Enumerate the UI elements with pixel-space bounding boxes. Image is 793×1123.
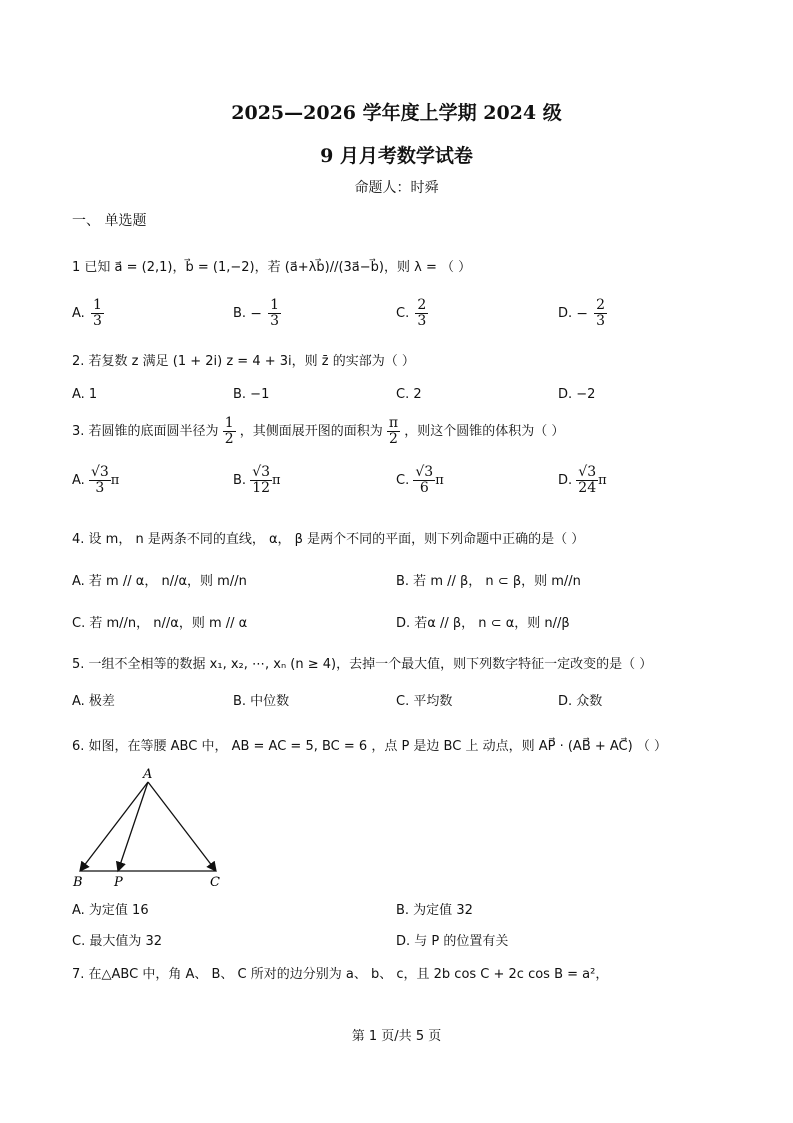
vector-ab [80, 782, 148, 871]
question-2-text: 2. 若复数 z 满足 (1 + 2i) z = 4 + 3i，则 z̄ 的实部为（ ） [72, 354, 415, 369]
question-6-text: 6. 如图，在等腰 ABC 中， AB = AC = 5, BC = 6 ，点 P 是边 BC 上 动点，则 AP⃗ · (AB⃗ + AC⃗) （ ） [72, 739, 667, 754]
q5-option-c[interactable]: C. 平均数 [396, 694, 453, 709]
question-1-number: 1 [72, 260, 81, 275]
vector-ac [148, 782, 216, 871]
q2-option-b[interactable]: B. −1 [233, 387, 270, 402]
fraction: $\frac{2}{3}$ [596, 297, 606, 329]
question-1 [72, 256, 471, 275]
fraction: $\frac{√3}{12}$ [252, 464, 271, 496]
fraction: $\frac{√3}{24}$ [578, 464, 597, 496]
exam-subtitle: 9 月月考数学试卷 [320, 145, 473, 167]
fraction: $\frac{√3}{6}$ [415, 464, 434, 496]
question-4-text: 4. 设 m， n 是两条不同的直线， α， β 是两个不同的平面，则下列命题中正确的是（ ） [72, 532, 585, 547]
q4-option-a[interactable]: A. 若 m // α， n//α，则 m//n [72, 574, 247, 589]
label-a: A [143, 767, 153, 782]
q6-option-b[interactable]: B. 为定值 32 [396, 903, 473, 918]
q1-option-b[interactable]: B. − $\frac{1}{3}$ [233, 297, 279, 329]
q1-option-c[interactable]: C. $\frac{2}{3}$ [396, 297, 427, 329]
q3-option-a[interactable]: A. $\frac{√3}{3}$ π [72, 464, 120, 496]
fraction: $\frac{1}{2}$ [224, 415, 234, 447]
label-b: B [73, 875, 83, 890]
fraction: $\frac{\pi}{2}$ [388, 415, 399, 447]
q6-option-a[interactable]: A. 为定值 16 [72, 903, 149, 918]
question-1-text: 已知 a⃗ = (2,1)，b⃗ = (1,−2)，若 (a⃗+λb⃗)//(3a⃗−b⃗)，则 λ = （ ） [84, 260, 472, 275]
q2-option-d[interactable]: D. −2 [558, 387, 596, 402]
q5-option-b[interactable]: B. 中位数 [233, 694, 290, 709]
q4-option-c[interactable]: C. 若 m//n， n//α，则 m // α [72, 616, 248, 631]
q3-option-c[interactable]: C. $\frac{√3}{6}$ π [396, 464, 444, 496]
vector-ap [118, 782, 148, 871]
page-footer: 第 1 页/共 5 页 [351, 1029, 442, 1044]
q5-option-d[interactable]: D. 众数 [558, 694, 603, 709]
triangle-figure [70, 765, 230, 890]
q2-option-a[interactable]: A. 1 [72, 387, 98, 402]
section-heading: 一、 单选题 [72, 213, 147, 229]
q1-option-a[interactable]: A. $\frac{1}{3}$ [72, 297, 102, 329]
fraction: $\frac{1}{3}$ [92, 297, 102, 329]
question-3: 3. 若圆锥的底面圆半径为 $\frac{1}{2}$ ，其侧面展开图的面积为 $\frac{\pi}{2}$ ，则这个圆锥的体积为（ ） [72, 415, 565, 447]
q5-option-a[interactable]: A. 极差 [72, 694, 115, 709]
fraction: $\frac{1}{3}$ [270, 297, 279, 329]
q6-option-c[interactable]: C. 最大值为 32 [72, 934, 163, 949]
q4-option-b[interactable]: B. 若 m // β， n ⊂ β，则 m//n [396, 574, 581, 589]
q2-option-c[interactable]: C. 2 [396, 387, 422, 402]
label-c: C [210, 875, 220, 890]
fraction: $\frac{√3}{3}$ [90, 464, 109, 496]
fraction: $\frac{2}{3}$ [417, 297, 427, 329]
q3-option-d[interactable]: D. $\frac{√3}{24}$ π [558, 464, 607, 496]
exam-title: 2025—2026 学年度上学期 2024 级 [231, 102, 562, 124]
q6-option-d[interactable]: D. 与 P 的位置有关 [396, 934, 509, 949]
question-7-text: 7. 在△ABC 中，角 A、 B、 C 所对的边分别为 a、 b、 c，且 2b cos C + 2c cos B = a²， [72, 967, 609, 982]
q3-option-b[interactable]: B. $\frac{√3}{12}$ π [233, 464, 281, 496]
question-5-text: 5. 一组不全相等的数据 x₁, x₂, ⋯, xₙ (n ≥ 4)，去掉一个最大值，则下列数字特征一定改变的是（ ） [72, 657, 653, 672]
q4-option-d[interactable]: D. 若α // β， n ⊂ α，则 n//β [396, 616, 570, 631]
q1-option-d[interactable]: D. − $\frac{2}{3}$ [558, 297, 606, 329]
exam-author: 命题人：时舜 [354, 180, 439, 196]
label-p: P [114, 875, 123, 890]
